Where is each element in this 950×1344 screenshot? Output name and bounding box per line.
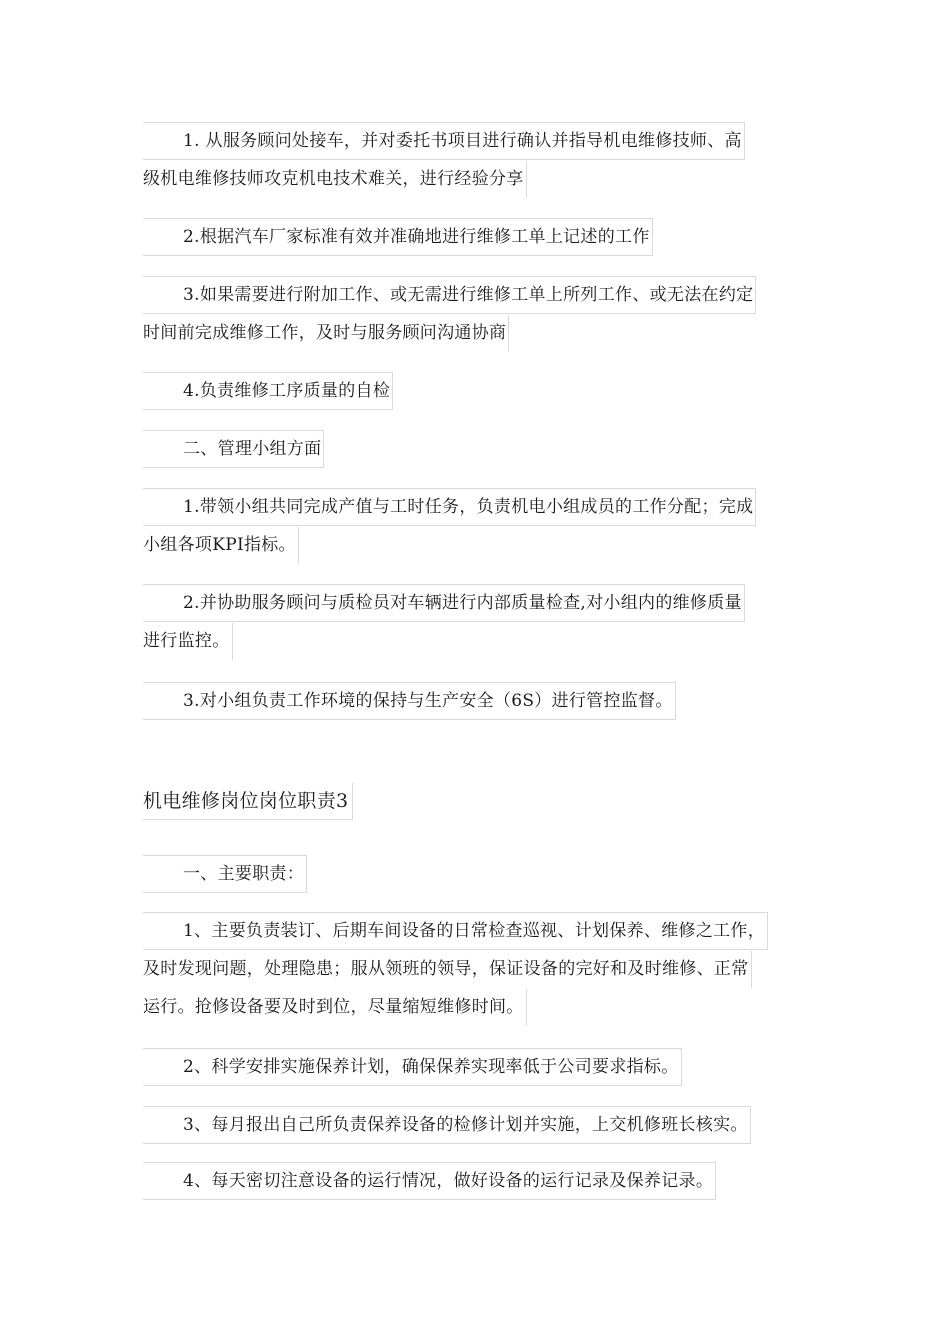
paragraph-a-1 (143, 122, 808, 198)
paragraph-b-3 (143, 1048, 808, 1086)
paragraph-line: 时间前完成维修工作，及时与服务顾问沟通协商 (143, 315, 509, 352)
paragraph-line: 3、每月报出自己所负责保养设备的检修计划并实施，上交机修班长核实。 (143, 1106, 751, 1144)
paragraph-line: 级机电维修技师攻克机电技术难关，进行经验分享 (143, 161, 527, 198)
paragraph-line: 运行。抢修设备要及时到位，尽量缩短维修时间。 (143, 989, 527, 1026)
paragraph-a-8 (143, 682, 808, 720)
paragraph-b-5 (143, 1162, 808, 1200)
paragraph-line: 3.对小组负责工作环境的保持与生产安全（6S）进行管控监督。 (143, 682, 676, 720)
paragraph-line: 3.如果需要进行附加工作、或无需进行维修工单上所列工作、或无法在约定 (143, 276, 756, 314)
paragraph-b-2 (143, 912, 808, 1026)
paragraph-a-3 (143, 276, 808, 352)
paragraph-line: 2.并协助服务顾问与质检员对车辆进行内部质量检查,对小组内的维修质量 (143, 584, 745, 622)
paragraph-b-4 (143, 1106, 808, 1144)
paragraph-line: 4.负责维修工序质量的自检 (143, 372, 393, 410)
paragraph-line: 二、管理小组方面 (143, 430, 324, 468)
paragraph-line: 1、主要负责装订、后期车间设备的日常检查巡视、计划保养、维修之工作， (143, 912, 768, 950)
paragraph-line: 1. 从服务顾问处接车，并对委托书项目进行确认并指导机电维修技师、高 (143, 122, 745, 160)
paragraph-line: 及时发现问题，处理隐患；服从领班的领导，保证设备的完好和及时维修、正常 (143, 951, 752, 988)
paragraph-line: 进行监控。 (143, 623, 233, 660)
paragraph-a-2 (143, 218, 808, 256)
paragraph-line: 4、每天密切注意设备的运行情况，做好设备的运行记录及保养记录。 (143, 1162, 716, 1200)
paragraph-line: 2.根据汽车厂家标准有效并准确地进行维修工单上记述的工作 (143, 218, 653, 256)
section-heading-text: 机电维修岗位岗位职责3 (143, 783, 353, 820)
paragraph-line: 一、主要职责： (143, 855, 307, 893)
paragraph-a-5 (143, 430, 808, 468)
paragraph-line: 小组各项KPI指标。 (143, 527, 299, 564)
paragraph-line: 1.带领小组共同完成产值与工时任务，负责机电小组成员的工作分配；完成 (143, 488, 756, 526)
paragraph-a-6 (143, 488, 808, 564)
paragraph-b-1 (143, 855, 808, 893)
section-heading (143, 782, 353, 820)
paragraph-a-4 (143, 372, 808, 410)
paragraph-line: 2、科学安排实施保养计划，确保保养实现率低于公司要求指标。 (143, 1048, 682, 1086)
paragraph-a-7 (143, 584, 808, 660)
